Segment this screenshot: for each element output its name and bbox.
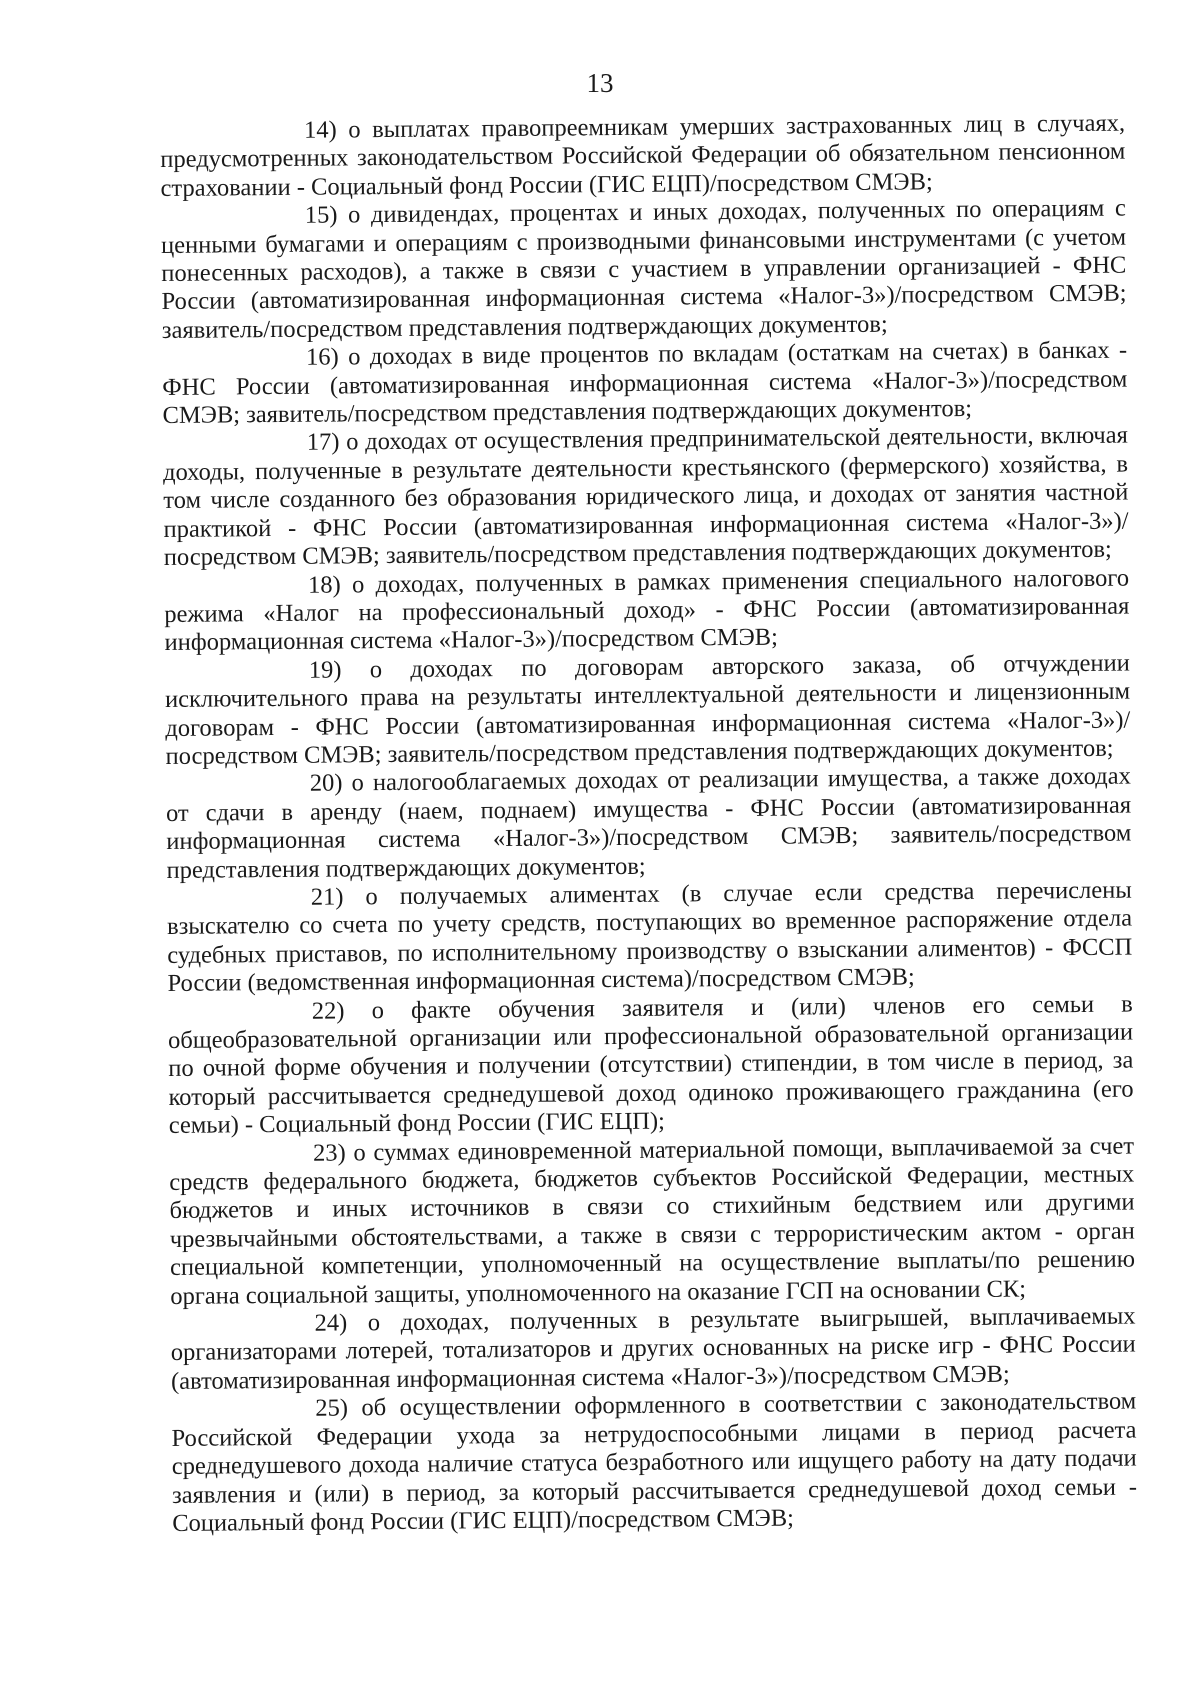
item-text: об осуществлении оформленного в соответствии с законодательством Российской Федерации ухода за нетрудоспособными лицами в период расчета среднедушевого дохода наличие статуса безработного или ищущего работу на дату подачи заявления и (или) в период, за который рассчитывается среднедушевой доход семьи - Социальный фонд России (ГИС ЕЦП)/посредством СМЭВ; <box>171 1387 1138 1537</box>
list-item <box>170 1303 1136 1397</box>
item-number: 22) <box>311 997 345 1025</box>
item-number: 19) <box>308 656 342 684</box>
item-number: 15) <box>304 201 338 229</box>
list-item <box>168 990 1134 1140</box>
item-text: о доходах, полученных в результате выигрышей, выплачиваемых организаторами лотерей, тотализаторов и других основанных на риске игр - ФНС России (автоматизированная информационная система «Налог-3»)/посредством СМЭВ; <box>170 1302 1136 1395</box>
item-number: 25) <box>315 1394 349 1422</box>
item-text: о выплатах правопреемникам умерших застрахованных лиц в случаях, предусмотренных законодательством Российской Федерации об обязательном пенсионном страховании - Социальный фонд России (ГИС ЕЦП)/посредством СМЭВ; <box>160 109 1126 202</box>
item-text: о налогооблагаемых доходах от реализации имущества, а также доходах от сдачи в аренду (наем, поднаем) имущества - ФНС России (автоматизированная информационная система «Налог-3»)/посредством СМЭВ; заявитель/посредством представления подтверждающих документов; <box>165 762 1132 884</box>
list-item <box>164 564 1130 658</box>
item-text: о факте обучения заявителя и (или) членов его семьи в общеобразовательной организации или профессиональной образовательной организации по очной форме обучения и получении (отсутствии) стипендии, в том числе в период, за который рассчитывается среднедушевой доход одиноко проживающего гражданина (его семьи) - Социальный фонд России (ГИС ЕЦП); <box>167 990 1134 1140</box>
item-text: о доходах от осуществления предпринимательской деятельности, включая доходы, полученные в результате деятельности крестьянского (фермерского) хозяйства, в том числе созданного без образования юридического лица, и доходах от занятия частной практикой - ФНС России (автоматизированная информационная система «Налог-3»)/посредством СМЭВ; заявитель/посредством представления подтверждающих документов; <box>162 422 1129 572</box>
item-number: 20) <box>309 769 343 798</box>
list-item <box>161 195 1127 345</box>
item-number: 24) <box>314 1309 348 1337</box>
item-text: о доходах в виде процентов по вкладам (остаткам на счетах) в банках - ФНС России (автоматизированная информационная система «Налог-3»)/посредством СМЭВ; заявитель/посредством представления подтверждающих документов; <box>162 336 1128 430</box>
list-item <box>165 649 1131 771</box>
item-text: о суммах единовременной материальной помощи, выплачиваемой за счет средств федерального бюджета, бюджетов субъектов Российской Федерации, местных бюджетов и иных источников в связи со стихийным бедствием или другими чрезвычайными обстоятельствами, а также в связи с террористическим актом - орган специальной компетенции, уполномоченный на осуществление выплаты/по решению органа социальной защиты, уполномоченного на оказание ГСП на основании СК; <box>169 1132 1136 1310</box>
item-number: 16) <box>305 343 339 371</box>
item-number: 21) <box>310 883 344 911</box>
list-item <box>167 877 1133 999</box>
item-number: 18) <box>307 570 341 599</box>
list-item <box>169 1132 1135 1311</box>
item-text: о доходах, полученных в рамках применения специального налогового режима «Налог на профессиональный доход» - ФНС России (автоматизированная информационная система «Налог-3»)/посредством СМЭВ; <box>164 564 1130 657</box>
list-item <box>166 763 1132 885</box>
list-item <box>171 1388 1137 1538</box>
item-number: 14) <box>303 116 337 144</box>
item-text: о дивидендах, процентах и иных доходах, полученных по операциям с ценными бумагами и операциям с производными финансовыми инструментами (с учетом понесенных расходов), а также в связи с участием в управлении организацией - ФНС России (автоматизированная информационная система «Налог-3»)/посредством СМЭВ; заявитель/посредством представления подтверждающих документов; <box>160 194 1127 344</box>
item-text: о доходах по договорам авторского заказа, об отчуждении исключительного права на результаты интеллектуальной деятельности и лицензионным договорам - ФНС России (автоматизированная информационная система «Налог-3»)/посредством СМЭВ; заявитель/посредством представления подтверждающих документов; <box>164 649 1131 770</box>
document-body <box>160 110 1137 1539</box>
list-item <box>160 110 1126 204</box>
list-item <box>163 422 1129 572</box>
item-number: 23) <box>312 1139 346 1167</box>
item-text: о получаемых алиментах (в случае если средства перечислены взыскателю со счета по учету средств, поступающих во временное распоряжение отдела судебных приставов, по исполнительному производству о взыскании алиментов) - ФССП России (ведомственная информационная система)/посредством СМЭВ; <box>166 876 1133 998</box>
page-number: 13 <box>586 68 614 98</box>
list-item <box>162 337 1128 431</box>
item-number: 17) <box>306 428 340 457</box>
